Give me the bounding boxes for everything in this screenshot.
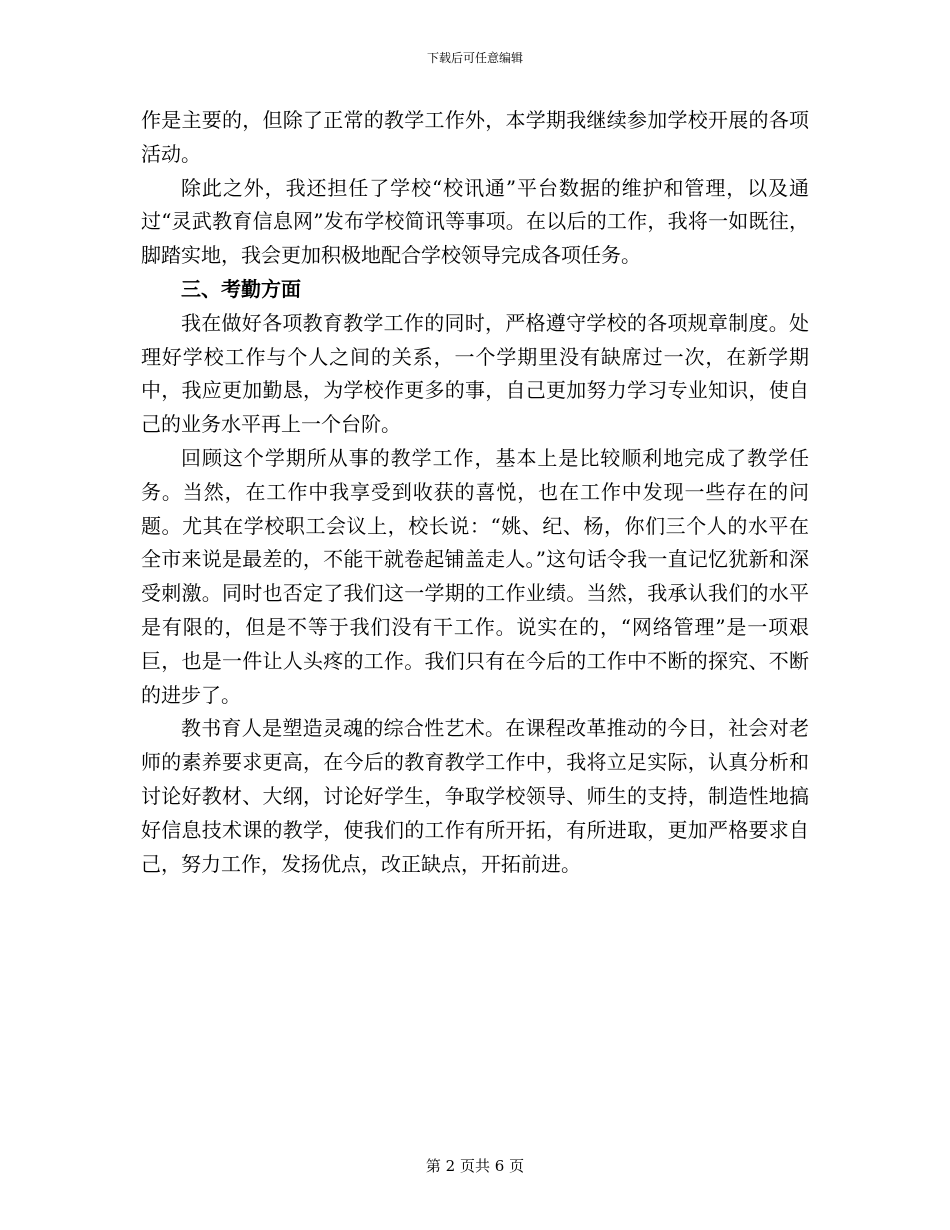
paragraph-continued: 作是主要的，但除了正常的教学工作外，本学期我继续参加学校开展的各项活动。 — [141, 108, 809, 166]
paragraph-attendance: 我在做好各项教育教学工作的同时，严格遵守学校的各项规章制度。处理好学校工作与个人之间的关系，一个学期里没有缺席过一次，在新学期中，我应更加勤恳，为学校作更多的事，自己更加努力学习专业知识，使自己的业务水平再上一个台阶。 — [141, 310, 809, 437]
paragraph-conclusion: 教书育人是塑造灵魂的综合性艺术。在课程改革推动的今日，社会对老师的素养要求更高，在今后的教育教学工作中，我将立足实际，认真分析和讨论好教材、大纲，讨论好学生，争取学校领导、师生的支持，制造性地搞好信息技术课的教学，使我们的工作有所开拓，有所进取，更加严格要求自己，努力工作，发扬优点，改正缺点，开拓前进。 — [141, 716, 809, 876]
section-heading-attendance: 三、考勤方面 — [181, 276, 301, 301]
page-header — [0, 50, 950, 66]
paragraph-review: 回顾这个学期所从事的教学工作，基本上是比较顺利地完成了教学任务。当然，在工作中我享受到收获的喜悦，也在工作中发现一些存在的问题。尤其在学校职工会议上，校长说：“姚、纪、杨，你们三个人的水平在全市来说是最差的，不能干就卷起铺盖走人。”这句话令我一直记忆犹新和深受刺激。同时也否定了我们这一学期的工作业绩。当然，我承认我们的水平是有限的，但是不等于我们没有干工作。说实在的，“网络管理”是一项艰巨，也是一件让人头疼的工作。我们只有在今后的工作中不断的探究、不断的进步了。 — [141, 445, 809, 707]
page-number: 第 2 页共 6 页 — [425, 1157, 525, 1175]
document-body — [141, 104, 809, 881]
header-note: 下载后可任意编辑 — [426, 51, 523, 65]
page-footer — [0, 1156, 950, 1176]
paragraph-platform-duties: 除此之外，我还担任了学校“校讯通”平台数据的维护和管理，以及通过“灵武教育信息网”发布学校简讯等事项。在以后的工作，我将一如既往，脚踏实地，我会更加积极地配合学校领导完成各项任务。 — [141, 175, 809, 268]
